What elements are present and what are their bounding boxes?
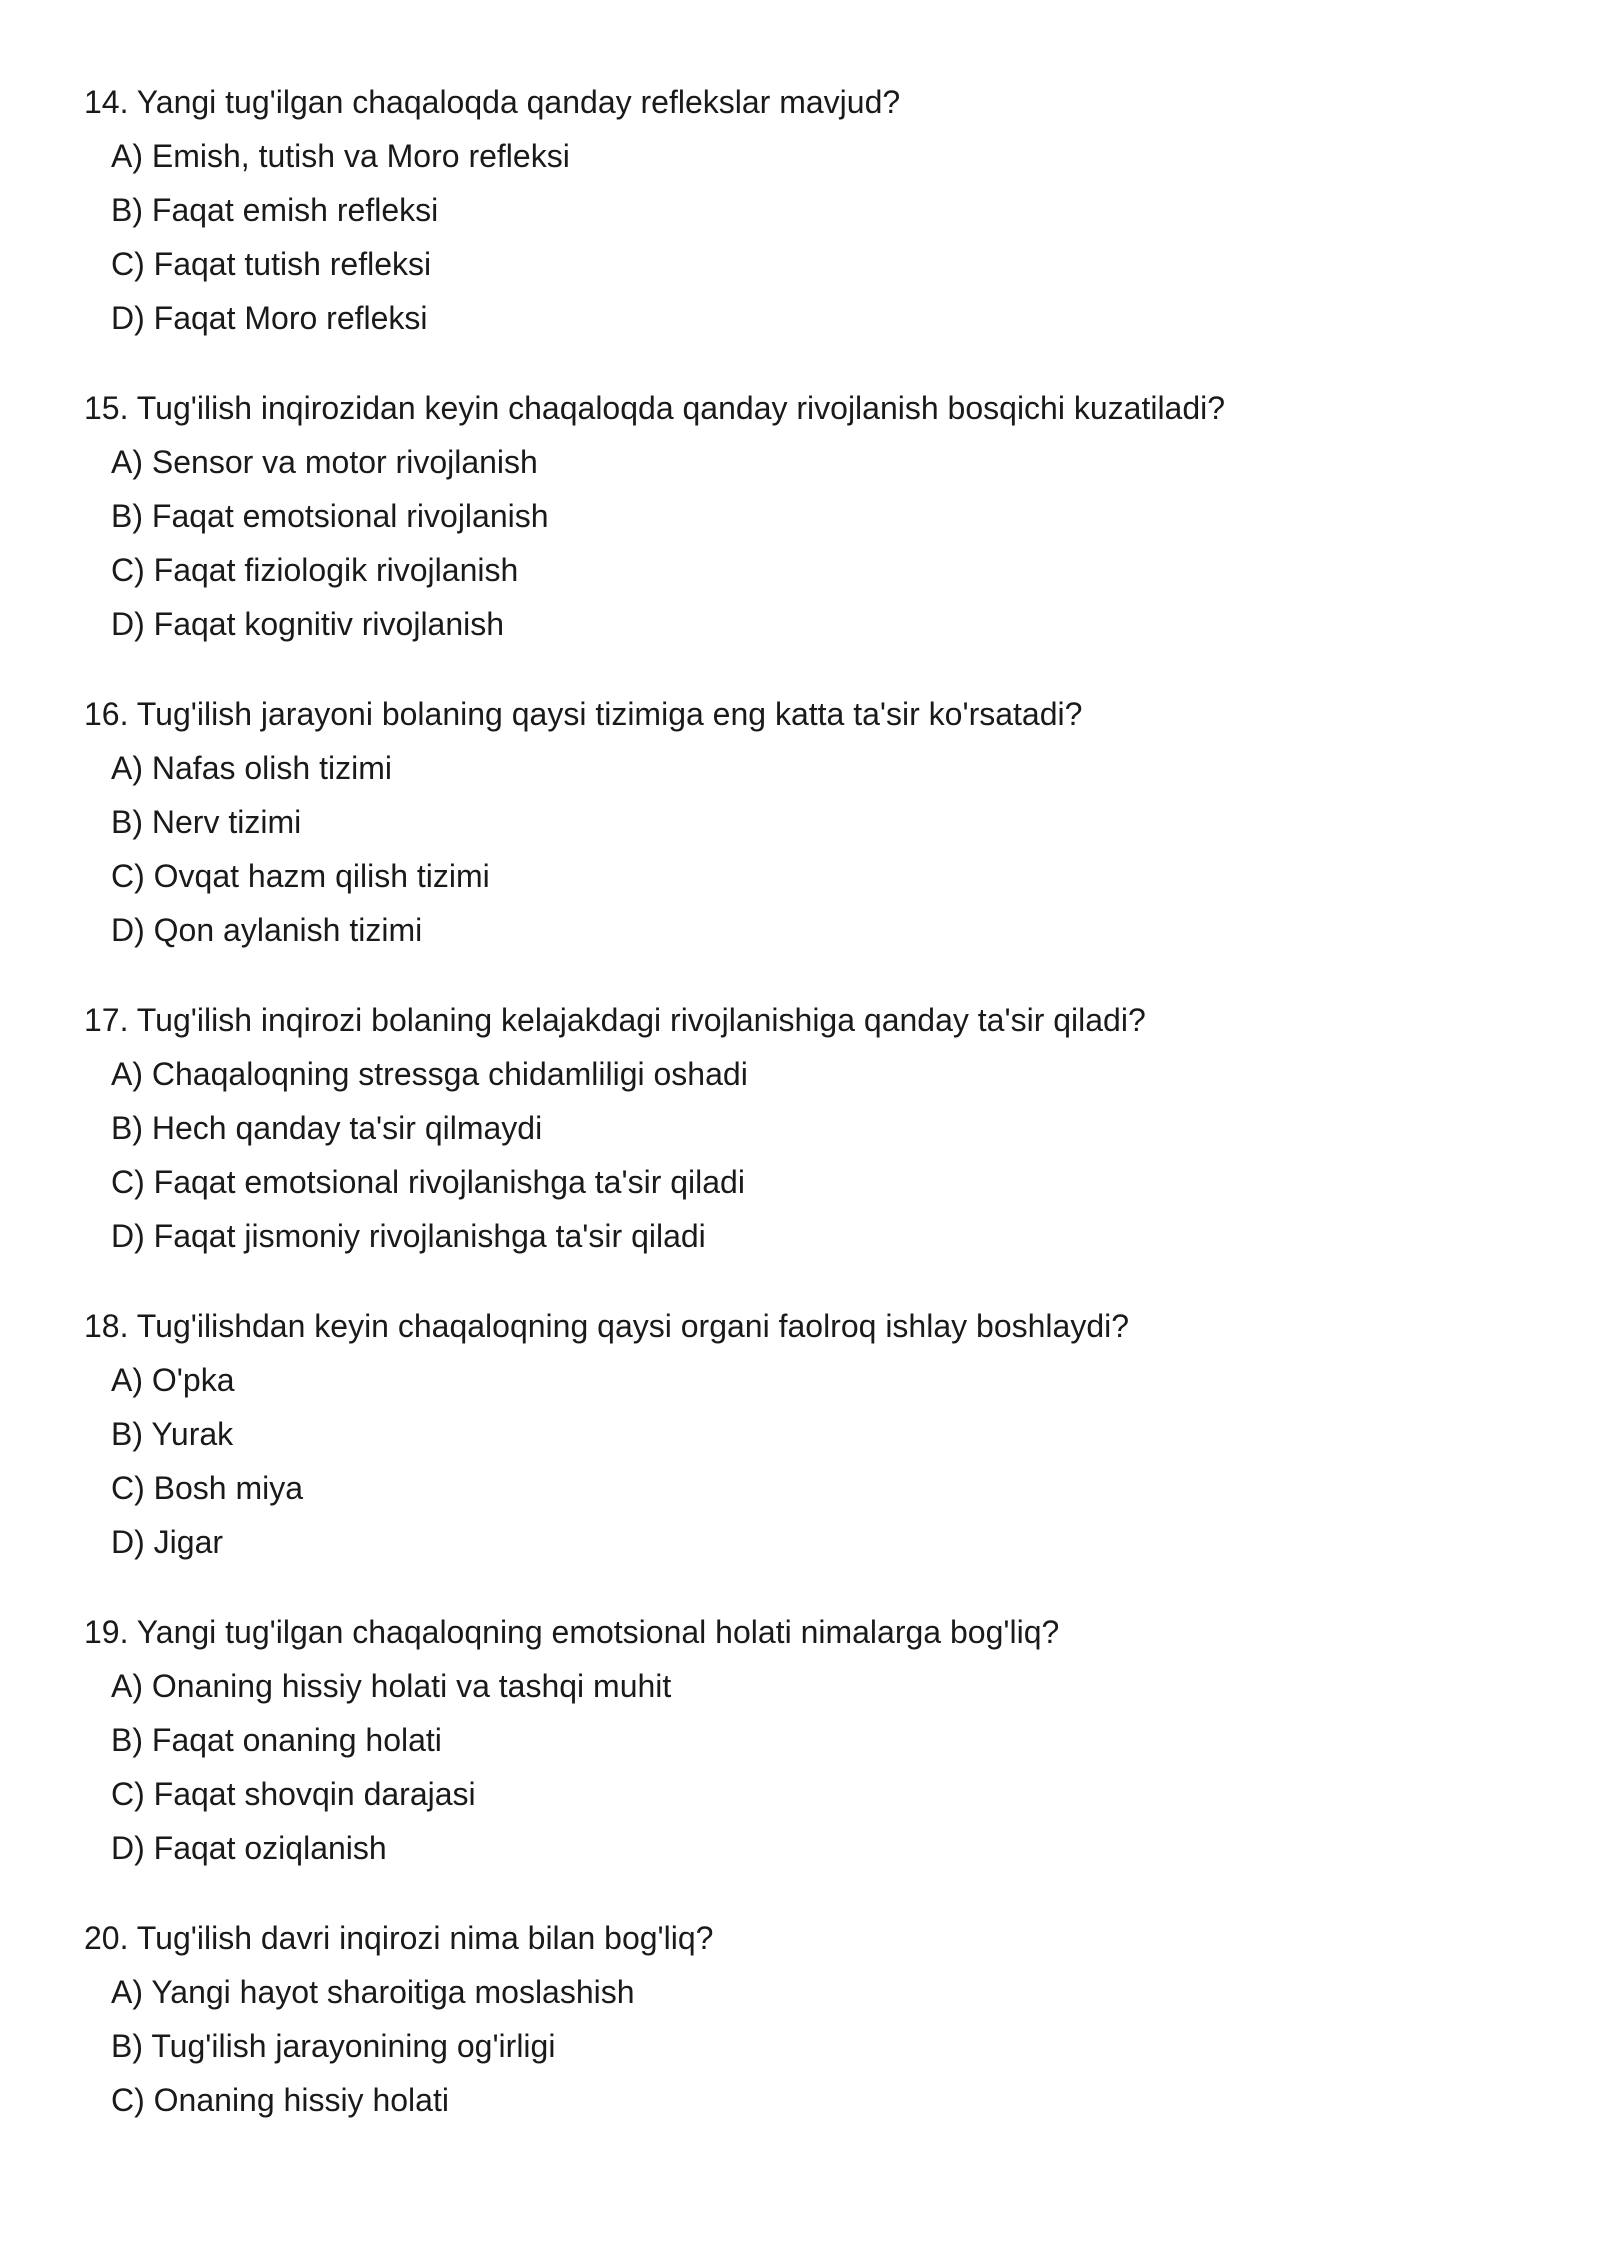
option-c: C) Faqat shovqin darajasi xyxy=(111,1776,476,1812)
question-text: 18. Tug'ilishdan keyin chaqaloqning qaysi organi faolroq ishlay boshlaydi? xyxy=(84,1308,1130,1344)
options-list xyxy=(84,748,1524,950)
option-a: A) Sensor va motor rivojlanish xyxy=(111,444,538,480)
option-c: C) Bosh miya xyxy=(111,1470,304,1506)
option-c: C) Onaning hissiy holati xyxy=(111,2082,449,2118)
question-20 xyxy=(84,1918,1524,2134)
question-text: 19. Yangi tug'ilgan chaqaloqning emotsional holati nimalarga bog'liq? xyxy=(84,1614,1060,1650)
options-list xyxy=(84,442,1524,644)
option-a: A) O'pka xyxy=(111,1362,235,1398)
options-list xyxy=(84,1972,1524,2120)
option-c: C) Faqat fiziologik rivojlanish xyxy=(111,552,519,588)
options-list xyxy=(84,1360,1524,1562)
option-c: C) Ovqat hazm qilish tizimi xyxy=(111,858,490,894)
question-16 xyxy=(84,694,1524,964)
question-18 xyxy=(84,1306,1524,1576)
question-text: 17. Tug'ilish inqirozi bolaning kelajakdagi rivojlanishiga qanday ta'sir qiladi? xyxy=(84,1002,1146,1038)
question-text: 14. Yangi tug'ilgan chaqaloqda qanday reflekslar mavjud? xyxy=(84,84,901,120)
option-d: D) Faqat oziqlanish xyxy=(111,1830,387,1866)
option-b: B) Faqat onaning holati xyxy=(111,1722,442,1758)
option-b: B) Tug'ilish jarayonining og'irligi xyxy=(111,2028,556,2064)
option-b: B) Hech qanday ta'sir qilmaydi xyxy=(111,1110,543,1146)
question-19 xyxy=(84,1612,1524,1882)
option-a: A) Yangi hayot sharoitiga moslashish xyxy=(111,1974,635,2010)
question-text: 15. Tug'ilish inqirozidan keyin chaqaloqda qanday rivojlanish bosqichi kuzatiladi? xyxy=(84,390,1226,426)
option-d: D) Qon aylanish tizimi xyxy=(111,912,423,948)
option-a: A) Chaqaloqning stressga chidamliligi oshadi xyxy=(111,1056,748,1092)
option-a: A) Onaning hissiy holati va tashqi muhit xyxy=(111,1668,672,1704)
options-list xyxy=(84,136,1524,338)
options-list xyxy=(84,1054,1524,1256)
option-d: D) Faqat Moro refleksi xyxy=(111,300,428,336)
option-d: D) Faqat jismoniy rivojlanishga ta'sir qiladi xyxy=(111,1218,706,1254)
options-list xyxy=(84,1666,1524,1868)
question-14 xyxy=(84,82,1524,352)
question-17 xyxy=(84,1000,1524,1270)
option-b: B) Faqat emish refleksi xyxy=(111,192,439,228)
option-d: D) Jigar xyxy=(111,1524,224,1560)
question-text: 16. Tug'ilish jarayoni bolaning qaysi tizimiga eng katta ta'sir ko'rsatadi? xyxy=(84,696,1083,732)
option-b: B) Nerv tizimi xyxy=(111,804,302,840)
option-a: A) Nafas olish tizimi xyxy=(111,750,392,786)
option-d: D) Faqat kognitiv rivojlanish xyxy=(111,606,505,642)
option-c: C) Faqat tutish refleksi xyxy=(111,246,432,282)
option-c: C) Faqat emotsional rivojlanishga ta'sir qiladi xyxy=(111,1164,745,1200)
question-text: 20. Tug'ilish davri inqirozi nima bilan bog'liq? xyxy=(84,1920,714,1956)
question-15 xyxy=(84,388,1524,658)
option-b: B) Yurak xyxy=(111,1416,234,1452)
option-b: B) Faqat emotsional rivojlanish xyxy=(111,498,549,534)
option-a: A) Emish, tutish va Moro refleksi xyxy=(111,138,570,174)
